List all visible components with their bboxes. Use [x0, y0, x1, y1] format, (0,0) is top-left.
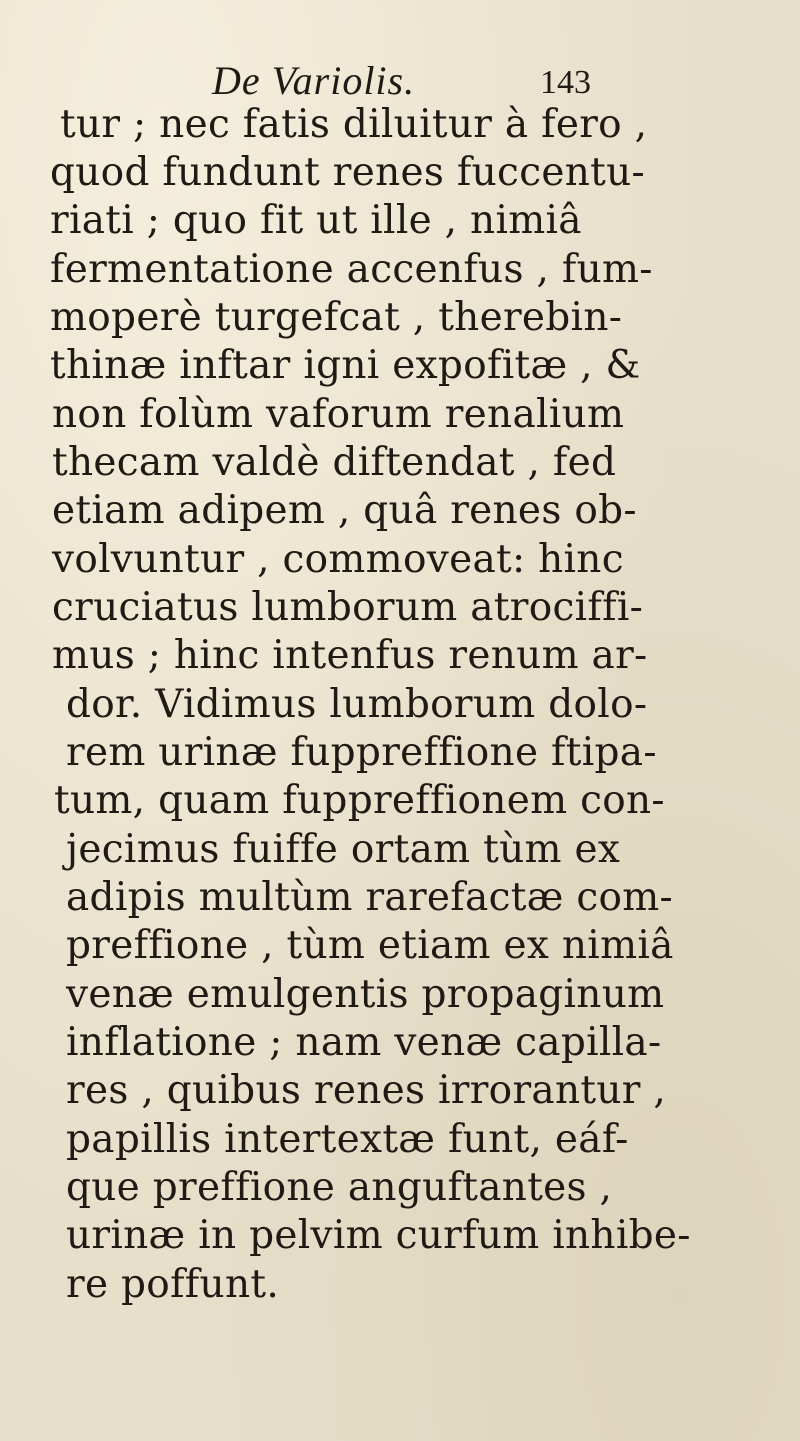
text-line: venæ emulgentis propaginum [66, 972, 665, 1017]
text-line: urinæ in pelvim curfum inhibe- [66, 1213, 691, 1258]
text-line: quod fundunt renes fuccentu- [50, 150, 645, 195]
text-line: que preffione anguftantes , [66, 1165, 613, 1210]
text-line: volvuntur , commoveat: hinc [52, 537, 624, 582]
text-line: non folùm vaforum renalium [52, 392, 625, 437]
text-line: dor. Vidimus lumborum dolo- [66, 682, 648, 727]
text-line: fermentatione accenfus , fum- [50, 247, 653, 292]
text-line: inflatione ; nam venæ capilla- [66, 1020, 662, 1065]
text-line: rem urinæ fuppreffione ftipa- [66, 730, 657, 775]
text-line: mus ; hinc intenfus renum ar- [52, 633, 648, 678]
text-line: thinæ inftar igni expofitæ , & [50, 343, 641, 388]
text-line: re poffunt. [66, 1262, 280, 1307]
text-line: moperè turgefcat , therebin- [50, 295, 623, 340]
page-number: 143 [540, 64, 591, 101]
text-line: adipis multùm rarefactæ com- [66, 875, 674, 920]
text-line: tur ; nec fatis diluitur à fero , [60, 102, 648, 147]
running-title: De Variolis. [212, 58, 416, 103]
text-line: papillis intertextæ funt, eáf- [66, 1117, 629, 1162]
page-header [0, 58, 800, 104]
text-line: jecimus fuiffe ortam tùm ex [66, 827, 621, 872]
text-line: cruciatus lumborum atrociffi- [52, 585, 644, 630]
text-line: riati ; quo fit ut ille , nimiâ [50, 198, 582, 243]
text-line: etiam adipem , quâ renes ob- [52, 488, 637, 533]
text-line: tum, quam fuppreffionem con- [54, 778, 665, 823]
text-line: preffione , tùm etiam ex nimiâ [66, 923, 674, 968]
text-line: thecam valdè diftendat , fed [52, 440, 617, 485]
text-line: res , quibus renes irrorantur , [66, 1068, 667, 1113]
